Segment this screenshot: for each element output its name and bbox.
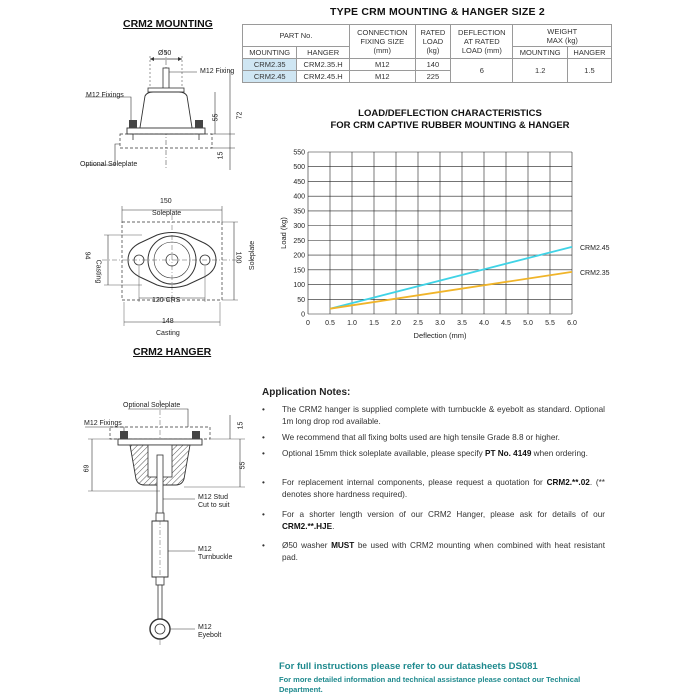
- hanger-dim-15-label: 15: [237, 421, 245, 430]
- note-text: We recommend that all fixing bolts used are high tensile Grade 8.8 or higher.: [282, 433, 560, 442]
- note-item: • The CRM2 hanger is supplied complete with turnbuckle & eyebolt as standard. Optional 1m long drop rod available.: [262, 405, 605, 426]
- fixing-cell: M12: [349, 71, 415, 83]
- note-text: For a shorter length version of our CRM2 Hanger, please ask for details of our: [282, 510, 605, 519]
- chart-title-line-1: LOAD/DEFLECTION CHARACTERISTICS: [358, 108, 542, 119]
- note-bold: CRM2.**.02: [546, 478, 590, 487]
- weight-hanger-cell: 1.5: [567, 59, 611, 83]
- note-bold: PT No. 4149: [484, 449, 532, 458]
- fixing-cell: M12: [349, 59, 415, 71]
- note-text: when ordering.: [531, 449, 588, 458]
- soleplate-vertical-label: Soleplate: [249, 240, 257, 271]
- dim-94-label: 94: [83, 251, 91, 260]
- weight-mounting-cell: 1.2: [513, 59, 567, 83]
- eyebolt-m12-label: M12: [198, 624, 212, 631]
- y-tick-label: 300: [293, 223, 305, 231]
- y-tick-label: 500: [293, 164, 305, 172]
- y-tick-label: 400: [293, 193, 305, 201]
- hanger-title: CRM2 HANGER: [133, 346, 212, 358]
- y-tick-label: 250: [293, 237, 305, 245]
- chart-title: [290, 108, 610, 132]
- notes-title: Application Notes:: [262, 387, 351, 398]
- note-item: • We recommend that all fixing bolts used are high tensile Grade 8.8 or higher.: [262, 432, 605, 444]
- y-tick-label: 350: [293, 208, 305, 216]
- note-text: . (** denotes shore hardness required).: [282, 478, 605, 499]
- dim-150-label: 150: [160, 198, 172, 205]
- y-tick-label: 200: [293, 252, 305, 260]
- note-text: .: [332, 522, 335, 531]
- note-text: For replacement internal components, please request a quotation for: [282, 478, 547, 487]
- y-tick-label: 150: [293, 267, 305, 275]
- hanger-cell: CRM2.45.H: [297, 71, 349, 83]
- note-text: Ø50 washer: [282, 541, 332, 550]
- table-row: [243, 59, 612, 71]
- weight-header: WEIGHT MAX (kg): [513, 25, 612, 47]
- crs120-label: 120 CRS: [152, 297, 181, 304]
- spec-table: [242, 24, 612, 83]
- mounting-col-header: MOUNTING: [243, 47, 297, 59]
- m12-fixings-label: M12 Fixings: [86, 92, 124, 99]
- part-no-header: PART No.: [243, 25, 350, 47]
- x-tick-label: 4.0: [479, 320, 489, 327]
- x-tick-label: 3.0: [435, 320, 445, 327]
- x-tick-label: 1.5: [369, 320, 379, 327]
- weight-hanger-header: HANGER: [567, 47, 611, 59]
- hanger-cell: CRM2.35.H: [297, 59, 349, 71]
- stud-label: M12 Stud: [198, 494, 228, 501]
- mounting-title: CRM2 MOUNTING: [123, 18, 213, 30]
- casting-side-label: Casting: [94, 259, 102, 284]
- hanger-m12-fixings-label: M12 Fixings: [84, 420, 122, 427]
- y-tick-label: 0: [301, 311, 305, 319]
- mounting-cell: CRM2.35: [243, 59, 297, 71]
- mounting-cell: CRM2.45: [243, 71, 297, 83]
- y-tick-label: 50: [297, 296, 305, 304]
- rated-load-header: RATED LOAD (kg): [415, 25, 450, 59]
- x-tick-label: 2.0: [391, 320, 401, 327]
- x-tick-label: 5.5: [545, 320, 555, 327]
- chart-title-line-2: FOR CRM CAPTIVE RUBBER MOUNTING & HANGER: [330, 120, 570, 131]
- turnbuckle-label: Turnbuckle: [198, 554, 233, 561]
- note-item: • For replacement internal components, please request a quotation for CRM2.**.02. (** denotes shore hardness required).: [262, 478, 605, 499]
- y-tick-label: 550: [293, 149, 305, 157]
- mounting-side-drawing: [75, 40, 255, 175]
- load-cell: 225: [415, 71, 450, 83]
- load-deflection-chart: [270, 140, 630, 350]
- footer-sub: For more detailed information and technical assistance please contact our Technical Department.: [279, 675, 581, 694]
- dim-100-label: 100: [234, 251, 242, 264]
- dim-55-label: 55: [212, 113, 220, 122]
- y-axis-label: Load (kg): [279, 217, 288, 249]
- dim-72-label: 72: [236, 111, 244, 120]
- series-label: CRM2.35: [580, 269, 610, 277]
- note-bold: CRM2.**.HJE: [282, 522, 333, 531]
- load-cell: 140: [415, 59, 450, 71]
- y-tick-label: 450: [293, 178, 305, 186]
- x-tick-label: 0.5: [325, 320, 335, 327]
- x-axis-label: Deflection (mm): [413, 331, 467, 340]
- note-text: be used with CRM2 mounting when combined with heat resistant pad.: [282, 541, 606, 562]
- connection-header: CONNECTION FIXING SIZE (mm): [349, 25, 415, 59]
- note-bold: MUST: [331, 541, 355, 550]
- note-text: The CRM2 hanger is supplied complete with turnbuckle & eyebolt as standard. Optional 1m long drop rod available.: [282, 405, 605, 426]
- dim-148-label: 148: [162, 318, 174, 325]
- x-tick-label: 1.0: [347, 320, 357, 327]
- hanger-optional-soleplate-label: Optional Soleplate: [123, 402, 181, 409]
- dia50-label: Ø50: [158, 50, 172, 57]
- x-tick-label: 6.0: [567, 320, 577, 327]
- note-item: • For a shorter length version of our CRM2 Hanger, please ask for details of our CRM2.**.HJE.: [262, 510, 605, 531]
- hanger-col-header: HANGER: [297, 47, 349, 59]
- turnbuckle-m12-label: M12: [198, 546, 212, 553]
- footer-main: For full instructions please refer to our datasheets DS081: [279, 661, 538, 672]
- dim-15-label: 15: [217, 151, 225, 160]
- weight-mounting-header: MOUNTING: [513, 47, 567, 59]
- x-tick-label: 4.5: [501, 320, 511, 327]
- hanger-drawing: [80, 395, 260, 655]
- hanger-dim-55-label: 55: [239, 461, 247, 470]
- note-text: Optional 15mm thick soleplate available, please specify: [282, 449, 485, 458]
- optional-soleplate-label: Optional Soleplate: [80, 161, 138, 168]
- main-title: TYPE CRM MOUNTING & HANGER SIZE 2: [330, 6, 545, 18]
- hanger-dim-69-label: 69: [83, 464, 91, 473]
- soleplate-label: Soleplate: [152, 210, 182, 217]
- x-tick-label: 5.0: [523, 320, 533, 327]
- eyebolt-label: Eyebolt: [198, 632, 222, 639]
- series-label: CRM2.45: [580, 244, 610, 252]
- note-item: • Ø50 washer MUST be used with CRM2 mounting when combined with heat resistant pad.: [262, 541, 606, 562]
- m12-fixing-label: M12 Fixing: [200, 68, 235, 75]
- x-tick-label: 0: [306, 320, 310, 327]
- stud-cut-label: Cut to suit: [198, 502, 230, 509]
- x-tick-label: 3.5: [457, 320, 467, 327]
- deflection-header: DEFLECTION AT RATED LOAD (mm): [451, 25, 513, 59]
- x-tick-label: 2.5: [413, 320, 423, 327]
- y-tick-label: 100: [293, 282, 305, 290]
- deflection-cell: 6: [451, 59, 513, 83]
- casting-bottom-label: Casting: [156, 330, 180, 337]
- note-item: • Optional 15mm thick soleplate available, please specify PT No. 4149 when ordering.: [262, 449, 588, 458]
